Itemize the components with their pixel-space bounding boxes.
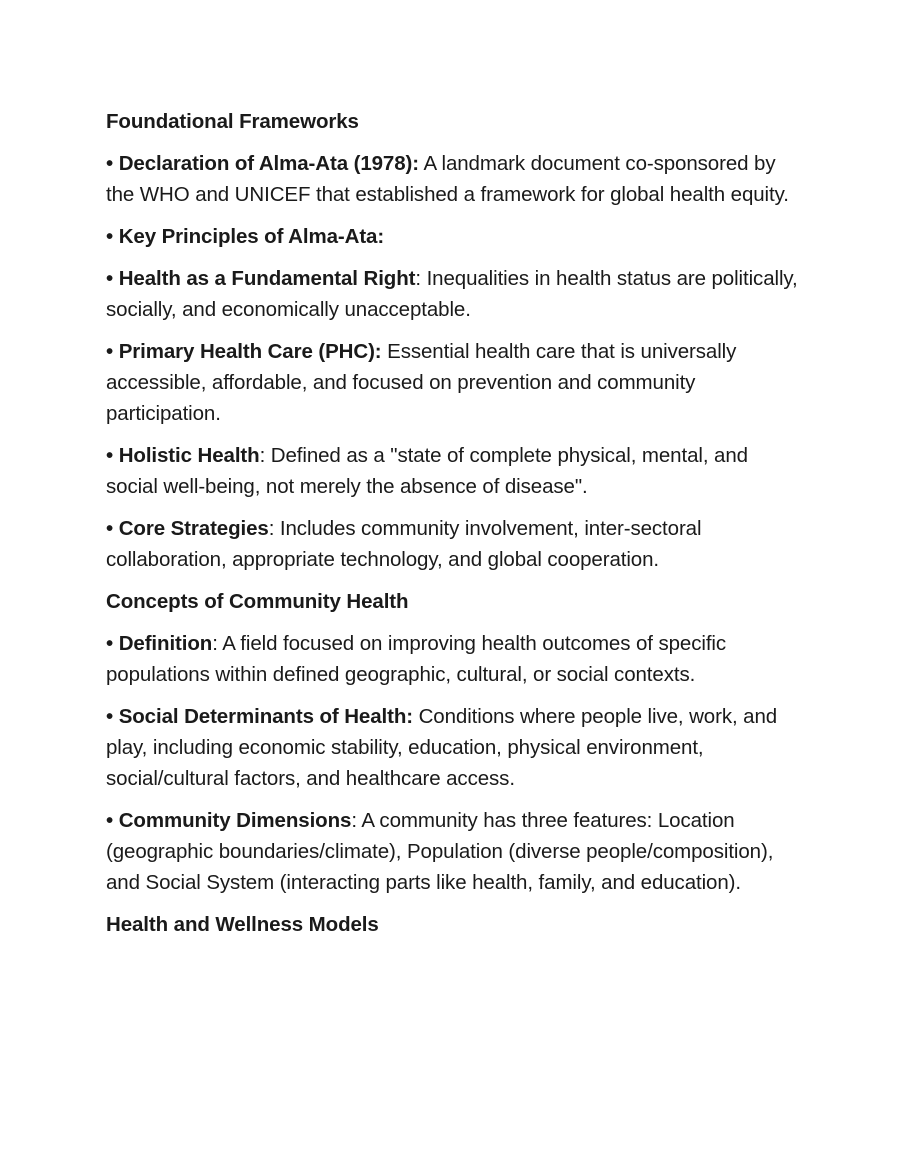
item-term: Definition [118,632,213,655]
item-text: : Inequalities in health status are politically, socially, and economically unacceptable. [106,267,798,321]
bullet-icon: • [106,632,114,655]
bullet-icon: • [106,809,114,832]
item-text: : A community has three features: Location (geographic boundaries/climate), Population (diverse people/composition), and Social System (interacting parts like health, family, and education). [106,809,774,894]
list-item [106,513,800,575]
list-item [106,805,800,898]
item-text: Essential health care that is universally accessible, affordable, and focused on prevention and community participation. [106,340,737,425]
item-term: Key Principles of Alma-Ata: [118,225,385,248]
list-item [106,263,800,325]
item-text: : A field focused on improving health outcomes of specific populations within defined geographic, cultural, or social contexts. [106,632,727,686]
bullet-icon: • [106,517,114,540]
bullet-icon: • [106,152,114,175]
item-text: Conditions where people live, work, and play, including economic stability, education, physical environment, social/cultural factors, and healthcare access. [106,705,778,790]
bullet-icon: • [106,340,114,363]
bullet-icon: • [106,705,114,728]
list-item [106,701,800,794]
item-term: Declaration of Alma-Ata (1978): [118,152,419,175]
list-item [106,148,800,210]
list-item [106,628,800,690]
list-item [106,336,800,429]
item-text: A landmark document co-sponsored by the WHO and UNICEF that established a framework for global health equity. [106,152,789,206]
item-term: Community Dimensions [118,809,352,832]
item-term: Health as a Fundamental Right [118,267,416,290]
list-item [106,221,800,252]
item-term: Core Strategies [118,517,269,540]
item-term: Social Determinants of Health: [118,705,413,728]
item-term: Holistic Health [118,444,260,467]
item-text: : Includes community involvement, inter-sectoral collaboration, appropriate technology, and global cooperation. [106,517,702,571]
item-term: Primary Health Care (PHC): [118,340,382,363]
bullet-icon: • [106,225,114,248]
section-heading: Concepts of Community Health [106,590,409,613]
item-text: : Defined as a "state of complete physical, mental, and social well-being, not merely the absence of disease". [106,444,748,498]
section-heading: Health and Wellness Models [106,913,379,936]
bullet-icon: • [106,444,114,467]
document-page [106,106,800,951]
bullet-icon: • [106,267,114,290]
list-item [106,440,800,502]
section-heading: Foundational Frameworks [106,110,359,133]
